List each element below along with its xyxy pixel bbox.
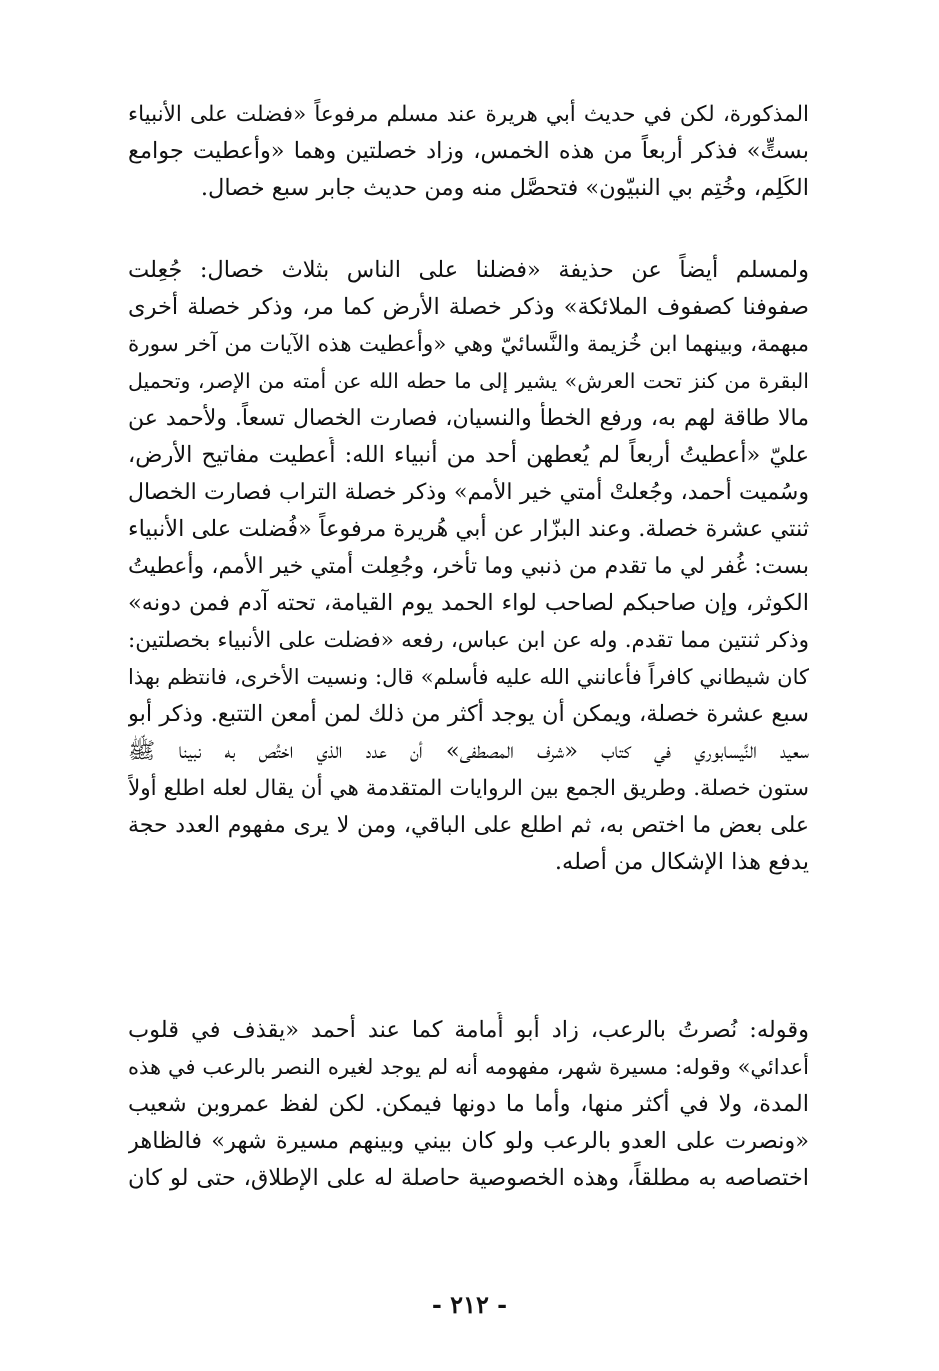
text-line: صفوفنا كصفوف الملائكة» وذكر خصلة الأرض كما مر، وذكر خصلة أخرى [128, 294, 809, 320]
text-line: ستون خصلة. وطريق الجمع بين الروايات المتقدمة هي أن يقال لعله اطلع أولاً [128, 776, 809, 801]
text-line: الكَلِم، وخُتِم بي النبيّون» فتحصَّل منه ومن حديث جابر سبع خصال. [200, 175, 809, 201]
text-line: المدة، ولا في أكثر منها، وأما ما دونها فيمكن. لكن لفظ عمروبن شعيب [128, 1091, 809, 1117]
text-line: كان شيطاني كافراً فأعانني الله عليه فأسلم» قال: ونسيت الأخرى، فانتظم بهذا [128, 665, 809, 689]
text-line: وسُميت أحمد، وجُعلتْ أمتي خير الأمم» وذكر خصلة التراب فصارت الخصال [128, 480, 809, 505]
text-line: سبع عشرة خصلة، ويمكن أن يوجد أكثر من ذلك لمن أمعن التتبع. وذكر أبو [128, 701, 809, 727]
text-line: وقوله: نُصرتُ بالرعب، زاد أبو أُمامة كما عند أحمد «يقذف في قلوب [128, 1017, 809, 1043]
text-line: بست: غُفر لي ما تقدم من ذنبي وما تأخر، وجُعِلت أمتي خير الأمم، وأعطيتُ [128, 554, 809, 579]
page-number: - ٢١٢ - [431, 1290, 508, 1319]
paragraph-1 [128, 96, 809, 207]
text-line: ولمسلم أيضاً عن حذيفة «فضلنا على الناس بثلاث خصال: جُعِلت [128, 257, 809, 283]
text-line: سعيد النَّيسابوري في كتاب «شرف المصطفى» أن عدد الذي اختُص به نبينا ﷺ [128, 738, 809, 764]
text-line: البقرة من كنز تحت العرش» يشير إلى ما حطه الله عن أمته من الإصر، وتحميل [128, 369, 809, 393]
paragraph-3 [128, 1012, 809, 1197]
text-line: مبهمة، وبينهما ابن خُزيمة والنَّسائيّ وهي «وأعطيت هذه الآيات من آخر سورة [128, 332, 809, 357]
text-line: يدفع هذا الإشكال من أصله. [554, 849, 809, 875]
text-line: على بعض ما اختص به، ثم اطلع على الباقي، ومن لا يرى مفهوم العدد حجة [128, 813, 809, 838]
text-line: عليّ «أعطيتُ أربعاً لم يُعطهن أحد من أنبياء الله: أُعطيت مفاتيح الأرض، [128, 442, 809, 468]
text-line: وذكر ثنتين مما تقدم. وله عن ابن عباس، رفعه «فضلت على الأنبياء بخصلتين: [128, 628, 809, 653]
text-line: ثنتي عشرة خصلة. وعند البزّار عن أبي هُريرة مرفوعاً «فُضلت على الأنبياء [128, 516, 809, 542]
text-line: أعدائي» وقوله: مسيرة شهر، مفهومه أنه لم يوجد لغيره النصر بالرعب في هذه [128, 1055, 809, 1079]
text-line: المذكورة، لكن في حديث أبي هريرة عند مسلم مرفوعاً «فضلت على الأنبياء [128, 102, 809, 127]
text-line: الكوثر، وإن صاحبكم لصاحب لواء الحمد يوم القيامة، تحته آدم فمن دونه» [128, 590, 809, 616]
text-line: اختصاصه به مطلقاً، وهذه الخصوصية حاصلة له على الإطلاق، حتى لو كان [128, 1165, 809, 1191]
paragraph-2 [128, 252, 809, 881]
text-line: «ونصرت على العدو بالرعب ولو كان بيني وبينهم مسيرة شهر» فالظاهر [128, 1128, 809, 1154]
text-line: مالا طاقة لهم به، ورفع الخطأ والنسيان، فصارت الخصال تسعاً. ولأحمد عن [128, 406, 809, 431]
text-line: بستٍّ» فذكر أربعاً من هذه الخمس، وزاد خصلتين وهما «وأعطيت جوامع [128, 138, 809, 164]
